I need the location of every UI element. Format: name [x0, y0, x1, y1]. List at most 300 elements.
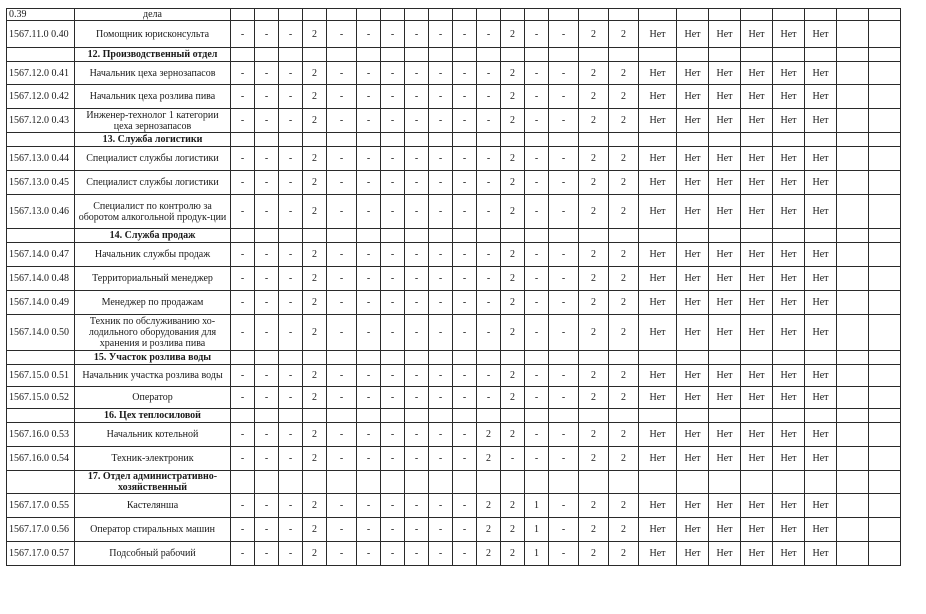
table-cell: 2: [303, 423, 327, 447]
table-cell: [501, 48, 525, 62]
table-cell: [429, 351, 453, 365]
table-cell: [773, 9, 805, 21]
table-cell: -: [453, 365, 477, 387]
table-cell: -: [255, 315, 279, 351]
table-cell: -: [255, 542, 279, 566]
workplace-code: 1567.12.0 0.42: [7, 85, 75, 109]
position-name: Начальник цеха зернозапасов: [75, 62, 231, 85]
position-name: Техник-электроник: [75, 447, 231, 471]
table-cell: 2: [579, 365, 609, 387]
table-cell: -: [357, 267, 381, 291]
table-cell: 2: [579, 542, 609, 566]
table-cell: [869, 387, 901, 409]
table-cell: [501, 133, 525, 147]
table-cell: Нет: [677, 291, 709, 315]
table-cell: Нет: [773, 365, 805, 387]
table-cell: -: [429, 447, 453, 471]
table-cell: Нет: [773, 494, 805, 518]
table-row: [7, 21, 901, 48]
table-cell: 2: [609, 315, 639, 351]
table-cell: [255, 48, 279, 62]
table-cell: Нет: [741, 267, 773, 291]
table-cell: -: [405, 243, 429, 267]
table-cell: [869, 195, 901, 229]
table-cell: 2: [501, 171, 525, 195]
table-cell: Нет: [639, 147, 677, 171]
table-cell: [869, 133, 901, 147]
table-cell: -: [327, 542, 357, 566]
table-cell: Нет: [677, 171, 709, 195]
table-cell: Нет: [677, 243, 709, 267]
table-cell: [303, 48, 327, 62]
table-cell: Нет: [773, 147, 805, 171]
table-cell: -: [279, 62, 303, 85]
table-cell: -: [255, 109, 279, 133]
table-cell: Нет: [773, 518, 805, 542]
table-cell: [327, 48, 357, 62]
table-cell: [869, 243, 901, 267]
table-row: [7, 423, 901, 447]
table-cell: Нет: [639, 315, 677, 351]
section-row: [7, 229, 901, 243]
position-name: Оператор: [75, 387, 231, 409]
table-cell: 2: [579, 147, 609, 171]
table-cell: -: [327, 85, 357, 109]
table-cell: [869, 447, 901, 471]
table-cell: [837, 494, 869, 518]
table-cell: -: [231, 291, 255, 315]
table-cell: [837, 291, 869, 315]
table-cell: -: [381, 387, 405, 409]
table-cell: [837, 351, 869, 365]
table-cell: -: [327, 315, 357, 351]
position-name: Территориальный менеджер: [75, 267, 231, 291]
table-cell: -: [405, 85, 429, 109]
table-cell: Нет: [773, 85, 805, 109]
table-cell: [405, 409, 429, 423]
table-cell: -: [477, 315, 501, 351]
table-cell: [773, 351, 805, 365]
section-title: 17. Отдел административно-хозяйственный: [75, 471, 231, 494]
table-cell: [327, 133, 357, 147]
table-cell: [869, 518, 901, 542]
table-cell: -: [279, 423, 303, 447]
table-cell: -: [357, 315, 381, 351]
table-cell: -: [429, 518, 453, 542]
table-cell: 2: [609, 62, 639, 85]
table-cell: [677, 229, 709, 243]
table-cell: -: [525, 147, 549, 171]
table-cell: [255, 229, 279, 243]
table-row: [7, 447, 901, 471]
table-cell: [231, 48, 255, 62]
table-cell: -: [549, 518, 579, 542]
table-cell: [453, 48, 477, 62]
table-cell: Нет: [773, 21, 805, 48]
table-cell: Нет: [709, 62, 741, 85]
table-cell: 2: [477, 494, 501, 518]
table-cell: [869, 494, 901, 518]
table-cell: -: [231, 21, 255, 48]
table-cell: Нет: [677, 447, 709, 471]
table-cell: Нет: [741, 62, 773, 85]
table-cell: -: [453, 171, 477, 195]
table-cell: 2: [303, 518, 327, 542]
table-cell: 2: [579, 109, 609, 133]
table-cell: -: [501, 447, 525, 471]
table-cell: -: [279, 291, 303, 315]
table-row: [7, 494, 901, 518]
position-name: Специалист службы логистики: [75, 147, 231, 171]
table-cell: -: [255, 447, 279, 471]
table-cell: [453, 351, 477, 365]
table-cell: 2: [579, 518, 609, 542]
table-cell: 2: [501, 542, 525, 566]
table-cell: [773, 48, 805, 62]
table-cell: [837, 21, 869, 48]
table-cell: [869, 171, 901, 195]
table-cell: Нет: [773, 291, 805, 315]
table-cell: [279, 409, 303, 423]
table-cell: [741, 351, 773, 365]
table-cell: 2: [579, 387, 609, 409]
table-cell: [805, 133, 837, 147]
table-cell: -: [477, 21, 501, 48]
table-cell: -: [255, 494, 279, 518]
table-cell: -: [453, 62, 477, 85]
table-cell: Нет: [639, 423, 677, 447]
table-cell: 2: [501, 195, 525, 229]
table-cell: -: [231, 494, 255, 518]
table-cell: 2: [579, 267, 609, 291]
table-cell: Нет: [639, 21, 677, 48]
table-cell: -: [429, 62, 453, 85]
table-cell: [741, 133, 773, 147]
table-cell: [381, 229, 405, 243]
table-cell: 2: [501, 147, 525, 171]
table-cell: -: [477, 109, 501, 133]
table-cell: [805, 48, 837, 62]
table-cell: -: [381, 62, 405, 85]
table-cell: 2: [579, 494, 609, 518]
table-cell: -: [327, 365, 357, 387]
position-name: Начальник участка розлива воды: [75, 365, 231, 387]
table-cell: -: [429, 243, 453, 267]
table-cell: [837, 147, 869, 171]
table-cell: -: [255, 243, 279, 267]
table-cell: -: [405, 109, 429, 133]
table-cell: [869, 351, 901, 365]
table-cell: -: [255, 267, 279, 291]
table-cell: 2: [501, 423, 525, 447]
workplace-code: 1567.16.0 0.54: [7, 447, 75, 471]
table-cell: Нет: [639, 171, 677, 195]
table-cell: -: [279, 267, 303, 291]
table-cell: Нет: [773, 109, 805, 133]
table-cell: [579, 471, 609, 494]
table-cell: Нет: [741, 494, 773, 518]
table-cell: [477, 9, 501, 21]
table-cell: -: [327, 21, 357, 48]
table-cell: 2: [501, 315, 525, 351]
table-cell: -: [525, 195, 549, 229]
table-cell: -: [405, 21, 429, 48]
table-cell: [381, 471, 405, 494]
table-cell: -: [405, 267, 429, 291]
section-title: 16. Цех теплосиловой: [75, 409, 231, 423]
table-cell: -: [477, 85, 501, 109]
table-cell: Нет: [805, 447, 837, 471]
table-cell: -: [231, 423, 255, 447]
table-cell: -: [279, 518, 303, 542]
table-cell: [549, 471, 579, 494]
table-cell: -: [327, 62, 357, 85]
table-cell: Нет: [677, 21, 709, 48]
table-cell: [381, 133, 405, 147]
table-cell: 2: [609, 447, 639, 471]
table-cell: [453, 409, 477, 423]
table-cell: [549, 351, 579, 365]
table-cell: [405, 229, 429, 243]
table-cell: 2: [609, 387, 639, 409]
table-cell: [255, 351, 279, 365]
table-cell: -: [231, 243, 255, 267]
table-cell: -: [477, 62, 501, 85]
table-cell: Нет: [805, 291, 837, 315]
table-cell: [303, 133, 327, 147]
table-cell: Нет: [639, 542, 677, 566]
table-cell: [837, 109, 869, 133]
table-cell: -: [549, 423, 579, 447]
table-cell: [501, 229, 525, 243]
table-cell: Нет: [677, 542, 709, 566]
table-cell: [709, 48, 741, 62]
table-cell: -: [525, 171, 549, 195]
table-cell: 2: [501, 62, 525, 85]
table-cell: -: [381, 518, 405, 542]
table-cell: Нет: [709, 315, 741, 351]
table-cell: [805, 229, 837, 243]
table-cell: -: [477, 267, 501, 291]
section-title: 12. Производственный отдел: [75, 48, 231, 62]
table-cell: 2: [303, 387, 327, 409]
table-cell: -: [405, 365, 429, 387]
table-cell: -: [381, 195, 405, 229]
table-cell: -: [453, 267, 477, 291]
table-cell: -: [405, 447, 429, 471]
table-cell: -: [405, 291, 429, 315]
table-cell: [837, 447, 869, 471]
table-cell: [429, 471, 453, 494]
section-row: [7, 471, 901, 494]
table-cell: -: [453, 21, 477, 48]
table-cell: Нет: [741, 171, 773, 195]
table-cell: -: [549, 315, 579, 351]
table-cell: Нет: [639, 62, 677, 85]
table-cell: [279, 48, 303, 62]
table-cell: -: [525, 315, 549, 351]
table-cell: [327, 9, 357, 21]
position-name: Начальник котельной: [75, 423, 231, 447]
table-cell: 2: [303, 62, 327, 85]
table-row: [7, 171, 901, 195]
table-cell: [869, 229, 901, 243]
table-cell: [805, 9, 837, 21]
table-cell: -: [429, 109, 453, 133]
table-cell: -: [429, 315, 453, 351]
position-name: Специалист по контролю за оборотом алкогольной продук-ции: [75, 195, 231, 229]
table-cell: [453, 9, 477, 21]
table-cell: [837, 229, 869, 243]
table-cell: 2: [303, 171, 327, 195]
workplace-code: 1567.14.0 0.50: [7, 315, 75, 351]
table-cell: -: [453, 315, 477, 351]
table-cell: -: [231, 315, 255, 351]
table-cell: -: [453, 494, 477, 518]
table-cell: -: [525, 423, 549, 447]
table-cell: 2: [579, 62, 609, 85]
table-cell: -: [279, 365, 303, 387]
table-cell: -: [279, 447, 303, 471]
table-cell: Нет: [805, 171, 837, 195]
table-cell: Нет: [805, 387, 837, 409]
table-cell: Нет: [741, 21, 773, 48]
table-cell: Нет: [677, 85, 709, 109]
table-cell: -: [255, 147, 279, 171]
table-cell: -: [381, 291, 405, 315]
table-cell: -: [405, 387, 429, 409]
table-cell: [525, 229, 549, 243]
table-cell: -: [549, 387, 579, 409]
table-cell: -: [429, 291, 453, 315]
position-name: Оператор стиральных машин: [75, 518, 231, 542]
table-cell: -: [231, 542, 255, 566]
table-cell: Нет: [639, 447, 677, 471]
table-cell: [549, 133, 579, 147]
table-cell: 2: [579, 171, 609, 195]
table-cell: 2: [303, 85, 327, 109]
table-cell: [357, 229, 381, 243]
table-cell: Нет: [677, 267, 709, 291]
table-cell: -: [231, 518, 255, 542]
table-cell: [709, 229, 741, 243]
workplace-code: 1567.12.0 0.41: [7, 62, 75, 85]
table-cell: -: [405, 315, 429, 351]
workplace-code: 1567.12.0 0.43: [7, 109, 75, 133]
table-cell: -: [453, 542, 477, 566]
table-cell: [279, 351, 303, 365]
section-row: [7, 133, 901, 147]
table-cell: 2: [579, 291, 609, 315]
table-cell: -: [381, 542, 405, 566]
table-cell: 2: [609, 423, 639, 447]
table-cell: -: [381, 21, 405, 48]
table-cell: [579, 133, 609, 147]
table-cell: -: [357, 494, 381, 518]
table-cell: [741, 48, 773, 62]
table-cell: [405, 471, 429, 494]
table-cell: -: [453, 423, 477, 447]
table-cell: -: [525, 365, 549, 387]
table-cell: -: [231, 365, 255, 387]
table-cell: Нет: [741, 423, 773, 447]
table-cell: 2: [579, 423, 609, 447]
table-cell: -: [525, 243, 549, 267]
table-cell: [837, 9, 869, 21]
table-cell: Нет: [677, 423, 709, 447]
table-cell: -: [453, 147, 477, 171]
table-cell: [837, 133, 869, 147]
table-cell: -: [549, 243, 579, 267]
table-cell: [357, 48, 381, 62]
table-cell: -: [357, 21, 381, 48]
table-cell: Нет: [805, 315, 837, 351]
table-cell: [869, 21, 901, 48]
table-cell: -: [405, 62, 429, 85]
table-cell: [381, 48, 405, 62]
workplace-code: 1567.11.0 0.40: [7, 21, 75, 48]
table-cell: 2: [609, 267, 639, 291]
workplace-code: 0.39: [7, 9, 75, 21]
table-cell: -: [381, 109, 405, 133]
table-cell: -: [453, 387, 477, 409]
table-cell: -: [429, 195, 453, 229]
table-cell: Нет: [639, 195, 677, 229]
table-cell: -: [429, 171, 453, 195]
table-cell: 2: [609, 195, 639, 229]
table-cell: 2: [303, 243, 327, 267]
table-cell: [639, 471, 677, 494]
table-cell: Нет: [773, 267, 805, 291]
table-cell: 2: [579, 85, 609, 109]
table-cell: -: [453, 85, 477, 109]
table-cell: Нет: [709, 518, 741, 542]
table-cell: -: [477, 147, 501, 171]
table-cell: 2: [303, 291, 327, 315]
table-cell: [579, 9, 609, 21]
workplace-code: [7, 133, 75, 147]
table-cell: 2: [303, 147, 327, 171]
table-cell: [525, 471, 549, 494]
table-cell: [231, 471, 255, 494]
table-cell: -: [549, 85, 579, 109]
table-cell: 2: [501, 109, 525, 133]
table-cell: [609, 133, 639, 147]
table-cell: -: [405, 171, 429, 195]
section-row: [7, 351, 901, 365]
table-cell: Нет: [805, 542, 837, 566]
table-cell: [709, 409, 741, 423]
table-cell: -: [327, 267, 357, 291]
table-cell: [609, 409, 639, 423]
table-cell: 2: [303, 365, 327, 387]
table-cell: [453, 229, 477, 243]
table-cell: 2: [609, 494, 639, 518]
table-row: [7, 195, 901, 229]
table-cell: Нет: [773, 243, 805, 267]
table-cell: -: [255, 423, 279, 447]
table-cell: -: [549, 62, 579, 85]
table-cell: [869, 471, 901, 494]
table-cell: -: [357, 195, 381, 229]
table-cell: Нет: [805, 62, 837, 85]
table-cell: [741, 9, 773, 21]
table-cell: [579, 351, 609, 365]
table-cell: -: [255, 21, 279, 48]
table-cell: 2: [609, 291, 639, 315]
table-cell: 2: [609, 171, 639, 195]
table-cell: Нет: [709, 423, 741, 447]
